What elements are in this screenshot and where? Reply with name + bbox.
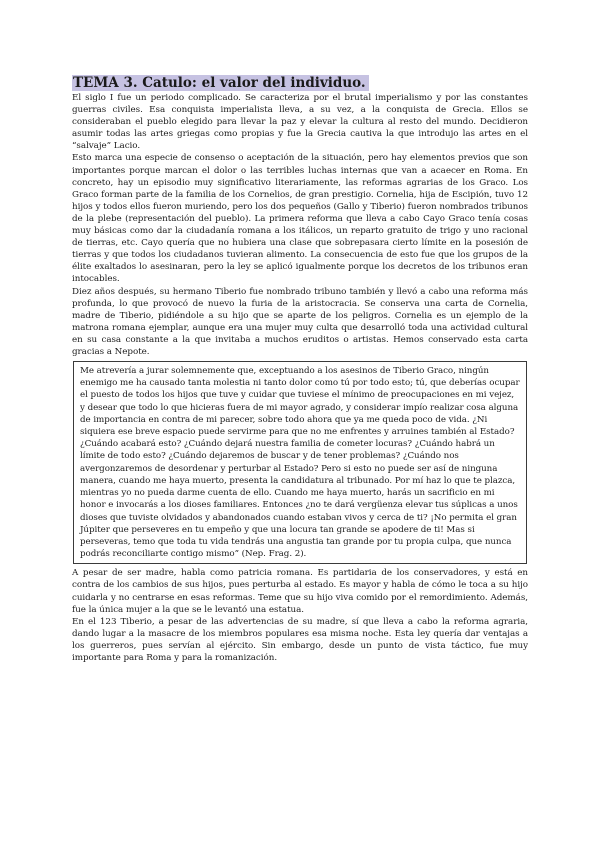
paragraph-intro: El siglo I fue un periodo complicado. Se caracteriza por el brutal imperialismo y por las constantes guerras civiles. Esa conquista imperialista lleva, a su vez, a la conquista de Grecia. Ellos se consideraban el pueblo elegido para llevar la paz y elevar la cultura al resto del mundo. Decidieron asumir todas las artes griegas como propias y fue la Grecia cautiva la que introdujo las artes en el “salvaje” Lacio. [72,93,528,152]
paragraph-conclusion: En el 123 Tiberio, a pesar de las advertencias de su madre, sí que lleva a cabo la reforma agraria, dando lugar a la masacre de los miembros populares esa misma noche. Esta ley quería dar ventajas a los guerreros, pues servían al ejército. Sin embargo, desde un punto de vista táctico, fue muy importante para Roma y para la romanización. [72,616,528,663]
paragraph-gracos: Esto marca una especie de consenso o aceptación de la situación, pero hay elementos previos que son importantes porque marcan el dolor o las terribles luchas internas que van a acaecer en Roma. En concreto, hay un episodio muy significativo literariamente, las reformas agrarias de los Graco. Los Graco forman parte de la familia de los Cornelios, de gran prestigio. Cornelia, hija de Escipión, tuvo 12 hijos y todos ellos fueron muriendo, pero los dos pequeños (Gallo y Tiberio) fueron nombrados tribunos de la plebe (representación del pueblo). La primera reforma que lleva a cabo Cayo Graco tenía cosas muy básicas como dar la ciudadanía romana a los itálicos, un reparto gratuito de trigo y uno racional de tierras, etc. Cayo quería que no hubiera una clase que sobrepasara cierto límite en la posesión de tierras y que todos los ciudadanos tuvieran alimento. La consecuencia de esto fue que los grupos de la élite exaltados lo asesinaran, pero la ley se aplicó igualmente porque los decretos de los tribunos eran intocables. [72,153,528,285]
document-page [72,72,528,664]
paragraph-tiberio-cornelia: Diez años después, su hermano Tiberio fue nombrado tribuno también y llevó a cabo una reforma más profunda, lo que provocó de nuevo la furia de la aristocracia. Se conserva una carta de Cornelia, madre de Tiberio, pidiéndole a su hijo que se aparte de los peligros. Cornelia es un ejemplo de la matrona romana ejemplar, aunque era una mujer muy culta que desarrolló toda una actividad cultural en su casa constante a la que invitaba a muchos eruditos o artistas. Hemos conservado esta carta gracias a Nepote. [72,286,528,357]
quote-box [73,361,527,564]
page-title: TEMA 3. Catulo: el valor del individuo. [72,75,369,91]
quote-text: Me atrevería a jurar solemnemente que, exceptuando a los asesinos de Tiberio Graco, ningún enemigo me ha causado tanta molestia ni tanto dolor como tú por todo esto; tú, que deberías ocupar el puesto de todos los hijos que tuve y cuidar que tuviese el mínimo de preocupaciones en mi vejez, y desear que todo lo que hicieras fuera de mi mayor agrado, y considerar impío realizar cosa alguna de importancia en contra de mi parecer, sobre todo ahora que ya me queda poco de vida. ¿Ni siquiera ese breve espacio puede servirme para que no me enfrentes y arruines también al Estado? ¿Cuándo acabará esto? ¿Cuándo dejará nuestra familia de cometer locuras? ¿Cuándo habrá un límite de todo esto? ¿Cuándo dejaremos de buscar y de tener problemas? ¿Cuándo nos avergonzaremos de desordenar y perturbar al Estado? Pero si esto no puede ser así de ninguna manera, cuando me haya muerto, presenta la candidatura al tribunado. Por mí haz lo que te plazca, mientras yo no pueda darme cuenta de ello. Cuando me haya muerto, harás un sacrificio en mi honor e invocarás a los dioses familiares. Entonces ¿no te dará vergüenza elevar tus súplicas a unos dioses que tuviste olvidados y abandonados cuando estaban vivos y cerca de ti? ¡No permita el gran Júpiter que perseveres en tu empeño y que una locura tan grande se apodere de ti! Mas si perseveras, temo que toda tu vida tendrás una angustia tan grande por tu propia culpa, que nunca podrás reconciliarte contigo mismo” (Nep. Frag. 2). [80,366,520,560]
paragraph-analysis: A pesar de ser madre, habla como patricia romana. Es partidaria de los conservadores, y está en contra de los cambios de sus hijos, pues perturba al estado. Es mayor y habla de cómo le toca a su hijo cuidarla y no centrarse en esas reformas. Teme que su hijo viva comido por el remordimiento. Además, fue la única mujer a la que se le levantó una estatua. [72,568,528,615]
